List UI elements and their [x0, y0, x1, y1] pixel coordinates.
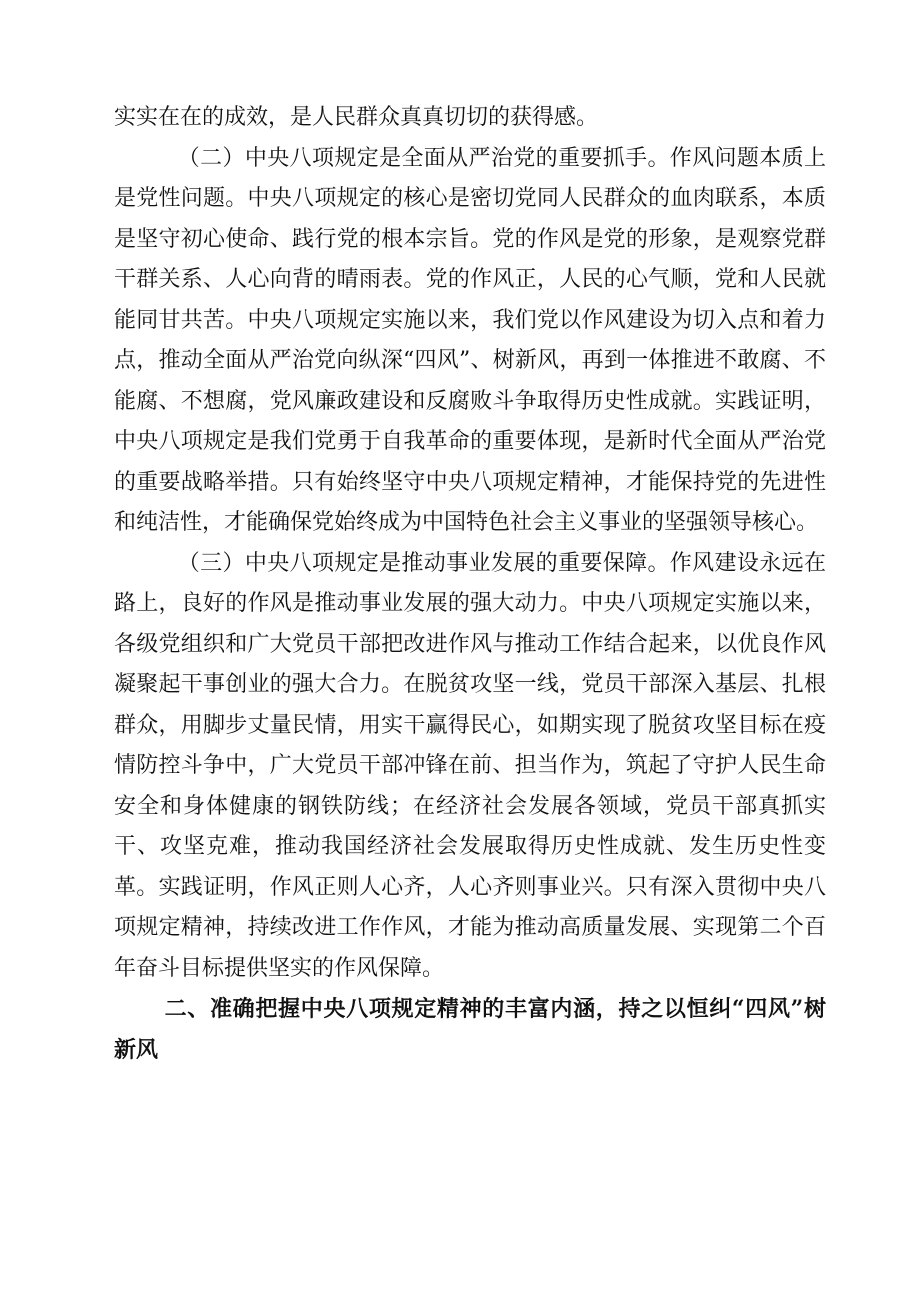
paragraph-section-3: （三）中央八项规定是推动事业发展的重要保障。作风建设永远在路上，良好的作风是推动事业发展的强大动力。中央八项规定实施以来，各级党组织和广大党员干部把改进作风与推动工作结合起来，以优良作风凝聚起干事创业的强大合力。在脱贫攻坚一线，党员干部深入基层、扎根群众，用脚步丈量民情，用实干赢得民心，如期实现了脱贫攻坚目标在疫情防控斗争中，广大党员干部冲锋在前、担当作为，筑起了守护人民生命安全和身体健康的钢铁防线；在经济社会发展各领域，党员干部真抓实干、攻坚克难，推动我国经济社会发展取得历史性成就、发生历史性变革。实践证明，作风正则人心齐，人心齐则事业兴。只有深入贯彻中央八项规定精神，持续改进工作作风，才能为推动高质量发展、实现第二个百年奋斗目标提供坚实的作风保障。 — [114, 550, 826, 981]
paragraph-section-2: （二）中央八项规定是全面从严治党的重要抓手。作风问题本质上是党性问题。中央八项规定的核心是密切党同人民群众的血肉联系，本质是坚守初心使命、践行党的根本宗旨。党的作风是党的形象，是观察党群干群关系、人心向背的晴雨表。党的作风正，人民的心气顺，党和人民就能同甘共苦。中央八项规定实施以来，我们党以作风建设为切入点和着力点，推动全面从严治党向纵深“四风”、树新风，再到一体推进不敢腐、不能腐、不想腐，党风廉政建设和反腐败斗争取得历史性成就。实践证明，中央八项规定是我们党勇于自我革命的重要体现，是新时代全面从严治党的重要战略举措。只有始终坚守中央八项规定精神，才能保持党的先进性和纯洁性，才能确保党始终成为中国特色社会主义事业的坚强领导核心。 — [114, 145, 826, 535]
paragraph-continuation: 实实在在的成效，是人民群众真真切切的获得感。 — [114, 105, 599, 130]
document-body — [114, 98, 826, 1070]
section-heading: 二、准确把握中央八项规定精神的丰富内涵，持之以恒纠“四风”树新风 — [114, 996, 826, 1063]
